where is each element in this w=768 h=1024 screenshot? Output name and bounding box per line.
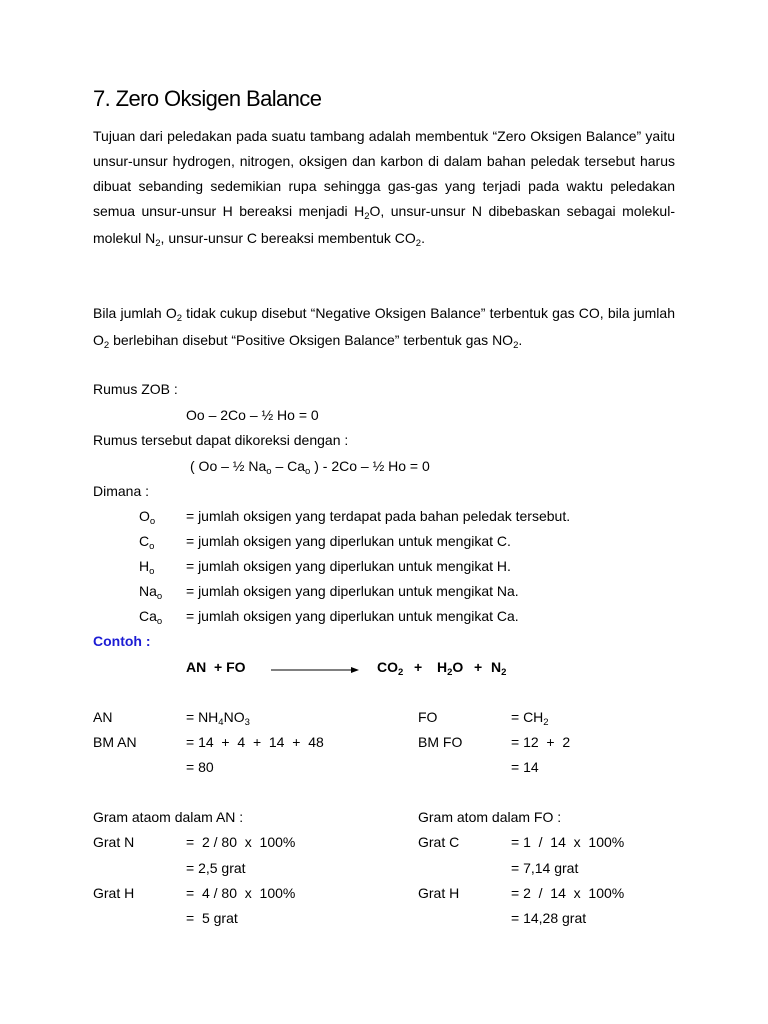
grat-n-calc: = 2 / 80 x 100% [186,834,296,850]
symbol-letter: Ca [139,608,157,624]
formula-text: N [491,659,502,675]
subscript: 2 [103,340,110,351]
bm-an-calc: = 14 + 4 + 14 + 48 [186,734,324,750]
grat-h-fo-label: Grat H [418,885,460,901]
subscript: 3 [244,717,250,728]
definition-text: = jumlah oksigen yang diperlukan untuk mengikat Ca. [186,608,519,624]
paragraph-zob-purpose [93,124,675,253]
rumus-zob-formula: Oo – 2Co – ½ Ho = 0 [186,407,319,423]
subscript: o [305,466,311,477]
formula-text: ) - 2Co – ½ Ho = 0 [310,458,430,474]
subscript: 2 [543,717,549,728]
subscript: 2 [364,211,370,222]
subscript: 2 [176,313,183,324]
paragraph-text: . [421,230,425,246]
subscript: 2 [501,667,507,678]
grat-c-label: Grat C [418,834,460,850]
bm-fo-result: = 14 [511,759,539,775]
formula-text: CO [377,659,398,675]
grat-c-result: = 7,14 grat [511,860,579,876]
formula-text: O [452,659,464,675]
product-co2 [377,658,403,679]
koreksi-formula [190,457,430,478]
subscript: o [156,616,163,627]
subscript: o [149,541,155,552]
section-heading: 7. Zero Oksigen Balance [93,86,322,111]
subscript: o [266,466,272,477]
formula-text: NO [223,709,245,725]
paragraph-text: Tujuan dari peledakan pada suatu tambang adalah membentuk “Zero Oksigen Balance” yaitu unsur-unsur hydrogen, nitrogen, oksigen dan karbon di dalam bahan peledak tersebut harus dibuat sebanding sedemikian rupa sehingga gas-gas yang terjadi pada waktu peledakan semua unsur-unsur H bereaksi menjadi H [93,128,675,219]
paragraph-text: O, unsur-unsur N dibebaskan sebagai molekul-molekul N [93,203,675,246]
subscript: 2 [513,340,519,351]
fo-formula [511,708,549,729]
symbol-letter: Na [139,583,157,599]
grat-n-label: Grat N [93,834,135,850]
reaction-arrow-icon [271,666,359,674]
subscript: o [156,591,163,602]
reaction-reactants: AN + FO [186,659,246,675]
formula-text: H [437,659,448,675]
grat-c-calc: = 1 / 14 x 100% [511,834,625,850]
formula-text: – Ca [271,458,306,474]
paragraph-text: tidak cukup disebut “Negative Oksigen Balance” terbentuk gas CO, bila jumlah O [93,305,675,348]
grat-h-an-calc: = 4 / 80 x 100% [186,885,296,901]
bm-an-label: BM AN [93,734,137,750]
paragraph-text: , unsur-unsur C bereaksi membentuk CO [160,230,416,246]
definition-symbol [139,582,162,603]
definition-symbol [139,607,162,628]
product-h2o [437,658,463,679]
definition-symbol [139,557,154,578]
formula-text: = NH [186,709,219,725]
definition-text: = jumlah oksigen yang diperlukan untuk mengikat C. [186,533,511,549]
an-label: AN [93,709,113,725]
grat-h-fo-calc: = 2 / 14 x 100% [511,885,625,901]
plus-sign: + [474,659,483,675]
subscript: o [149,516,156,527]
rumus-zob-label: Rumus ZOB : [93,381,178,397]
grat-h-an-label: Grat H [93,885,135,901]
koreksi-label: Rumus tersebut dapat dikoreksi dengan : [93,432,349,448]
formula-text: ( Oo – ½ Na [190,458,267,474]
symbol-letter: C [139,533,150,549]
subscript: o [149,566,155,577]
bm-fo-label: BM FO [418,734,463,750]
subscript: 4 [218,717,224,728]
bm-fo-calc: = 12 + 2 [511,734,571,750]
paragraph-text: berlebihan disebut “Positive Oksigen Balance” terbentuk gas NO [109,332,514,348]
dimana-label: Dimana : [93,483,150,499]
grat-h-fo-result: = 14,28 grat [511,910,587,926]
definition-symbol [139,532,154,553]
gram-atom-an-label: Gram ataom dalam AN : [93,809,244,825]
grat-h-an-result: = 5 grat [186,910,238,926]
definition-text: = jumlah oksigen yang diperlukan untuk mengikat H. [186,558,511,574]
definition-text: = jumlah oksigen yang terdapat pada bahan peledak tersebut. [186,508,571,524]
product-n2 [491,658,506,679]
subscript: 2 [398,667,404,678]
subscript: 2 [415,238,422,249]
definition-text: = jumlah oksigen yang diperlukan untuk mengikat Na. [186,583,519,599]
symbol-letter: H [139,558,150,574]
paragraph-oxygen-balance [93,301,675,355]
symbol-letter: O [139,508,150,524]
definition-symbol [139,507,155,528]
subscript: 2 [447,667,453,678]
grat-n-result: = 2,5 grat [186,860,246,876]
paragraph-text: . [518,332,523,348]
fo-label: FO [418,709,438,725]
contoh-label: Contoh : [93,633,151,649]
formula-text: = CH [511,709,544,725]
subscript: 2 [155,238,161,249]
plus-sign: + [414,659,423,675]
paragraph-text: Bila jumlah O [93,305,177,321]
gram-atom-fo-label: Gram atom dalam FO : [418,809,562,825]
an-formula [186,708,250,729]
bm-an-result: = 80 [186,759,214,775]
